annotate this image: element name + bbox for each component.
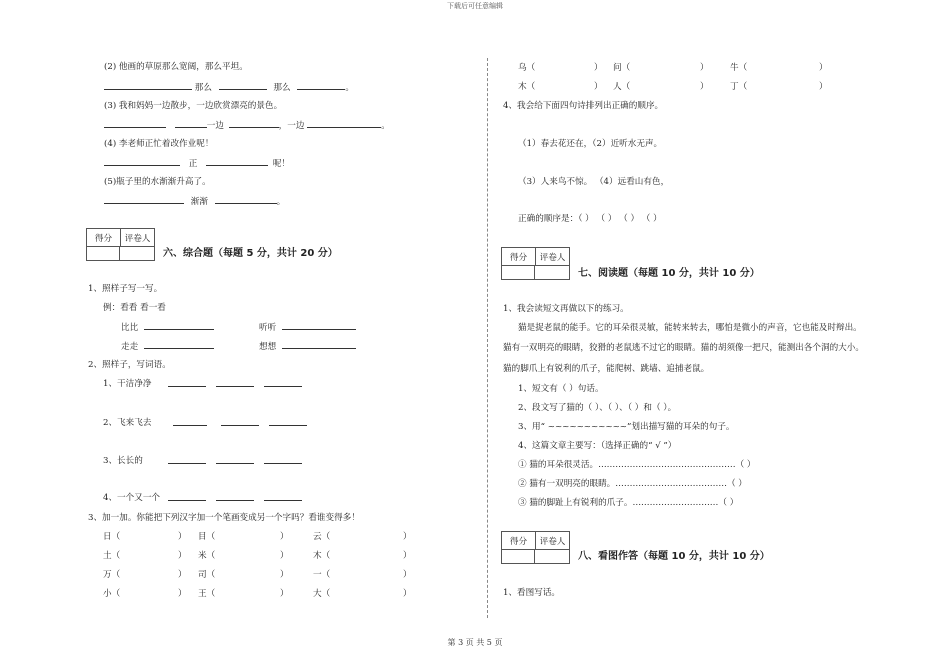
- char-cell: 小（: [103, 589, 121, 599]
- char-cell: 大（: [313, 589, 331, 599]
- char-cell: ）: [178, 570, 187, 580]
- blanks-2: [173, 416, 307, 429]
- poem-order: 正确的顺序是：（ ） （ ） （ ） （ ）: [518, 214, 662, 224]
- poem-lines-2: （3）人来鸟不惊。 （4）远看山有色，: [518, 177, 670, 187]
- blanks-4: [168, 491, 302, 504]
- passage-line-1: 猫是捉老鼠的能手。它的耳朵很灵敏，能转来转去，哪怕是微小的声音，它也能及时辩出。: [518, 323, 862, 333]
- word-pattern-2: 2、飞来飞去: [103, 418, 152, 428]
- reading-q4: 4、这篇文章主要写：（选择正确的“ √ ”）: [518, 441, 677, 451]
- poem-lines-1: （1）春去花还在，（2）近听水无声。: [518, 139, 663, 149]
- word-tingting: 听听: [259, 320, 356, 333]
- char-cell: ）: [403, 551, 412, 561]
- word-zouzou: 走走: [121, 339, 214, 352]
- char-cell: 司（: [198, 570, 216, 580]
- char-cell: ）: [819, 63, 828, 73]
- choice-3: ③ 猫的脚趾上有锐利的爪子。…………………………（ ）: [518, 498, 739, 508]
- q5-line-5: (4) 李老师正忙着改作业呢！: [104, 139, 214, 149]
- char-cell: 云（: [313, 532, 331, 542]
- q5-line-6: 正 呢！: [104, 156, 290, 169]
- reading-q1: 1、短文有（ ）句话。: [518, 384, 604, 394]
- word-pattern-4: 4、一个又一个: [103, 493, 161, 503]
- char-cell: ）: [594, 82, 603, 92]
- sec6-q2: 2、照样子，写词语。: [88, 360, 171, 370]
- q5-line-4: 一边 ，一边 。: [104, 118, 390, 131]
- char-cell: 人（: [613, 82, 631, 92]
- char-cell: 木（: [313, 551, 331, 561]
- header-note: 下载后可任意编辑: [447, 2, 503, 10]
- score-label: 得分: [94, 233, 113, 244]
- char-cell: 牛（: [730, 63, 748, 73]
- q5-line-2: 那么 那么 。: [104, 80, 354, 93]
- reading-q2: 2、段文写了猫的（ ）、（ ）、（ ）和（ ）。: [518, 403, 677, 413]
- char-cell: ）: [594, 63, 603, 73]
- score-label: 得分: [509, 536, 528, 547]
- char-cell: ）: [403, 570, 412, 580]
- char-cell: ）: [700, 63, 709, 73]
- char-cell: 乌（: [518, 63, 536, 73]
- sec7-q1: 1、我会读短文再做以下的练习。: [503, 304, 629, 314]
- sec8-q1: 1、看图写话。: [503, 588, 561, 598]
- char-cell: 丁（: [730, 82, 748, 92]
- word-pattern-3: 3、长长的: [103, 456, 143, 466]
- passage-line-2: 猫有一双明亮的眼睛，狡猾的老鼠逃不过它的眼睛。猫的胡须像一把尺，能测出各个洞的大小。: [503, 343, 864, 353]
- passage-line-3: 猫的脚爪上有锐利的爪子，能爬树、跳墙、追捕老鼠。: [503, 364, 710, 374]
- char-cell: ）: [700, 82, 709, 92]
- choice-2: ② 猫有一双明亮的眼睛。…………………………………（ ）: [518, 479, 747, 489]
- char-cell: ）: [280, 589, 289, 599]
- word-bibi: 比比: [121, 320, 214, 333]
- section-6-title: 六、综合题（每题 5 分，共计 20 分）: [163, 248, 338, 259]
- char-cell: ）: [403, 532, 412, 542]
- char-cell: 木（: [518, 82, 536, 92]
- char-cell: ）: [819, 82, 828, 92]
- sec6-q1: 1、照样子写一写。: [88, 284, 163, 294]
- score-box-sec6: [86, 228, 155, 247]
- section-8-title: 八、看图作答（每题 10 分，共计 10 分）: [578, 551, 770, 562]
- word-xiangxiang: 想想: [259, 339, 356, 352]
- char-cell: 一（: [313, 570, 331, 580]
- char-cell: 土（: [103, 551, 121, 561]
- sec6-q4: 4、我会给下面四句诗排列出正确的顺序。: [503, 101, 664, 111]
- choice-1: ① 猫的耳朵很灵活。…………………………………………（ ）: [518, 460, 756, 470]
- reading-q3: 3、用“ ~~~~~~~~~~~”划出描写猫的耳朵的句子。: [518, 422, 735, 432]
- q5-line-3: (3) 我和妈妈一边散步，一边欣赏漂亮的景色。: [104, 101, 283, 111]
- q5-line-7: (5)瓶子里的水渐渐升高了。: [104, 177, 211, 187]
- char-cell: 王（: [198, 589, 216, 599]
- q5-line-1: (2) 他画的草原那么宽阔，那么平坦。: [104, 62, 248, 72]
- word-pattern-1: 1、干洁净净: [103, 379, 152, 389]
- sec6-q3: 3、加一加。你能把下列汉字加一个笔画变成另一个字吗？看谁变得多！: [88, 513, 360, 523]
- score-label: 得分: [509, 252, 528, 263]
- char-cell: 万（: [103, 570, 121, 580]
- grader-label: 评卷人: [535, 248, 569, 265]
- section-7-title: 七、阅读题（每题 10 分，共计 10 分）: [578, 268, 760, 279]
- page-footer: 第 3 页 共 5 页: [447, 638, 503, 647]
- blanks-3: [168, 454, 302, 467]
- blanks-1: [168, 377, 302, 390]
- score-box-sec8: [501, 531, 570, 550]
- char-cell: 日（: [103, 532, 121, 542]
- score-box-sec7: [501, 247, 570, 266]
- char-cell: ）: [280, 532, 289, 542]
- char-cell: ）: [178, 532, 187, 542]
- grader-label: 评卷人: [535, 532, 569, 549]
- char-cell: ）: [178, 589, 187, 599]
- char-cell: ）: [178, 551, 187, 561]
- sec6-example: 例：看看 看一看: [103, 303, 166, 313]
- char-cell: ）: [280, 570, 289, 580]
- char-cell: 米（: [198, 551, 216, 561]
- grader-label: 评卷人: [120, 229, 154, 246]
- char-cell: ）: [403, 589, 412, 599]
- column-divider: [487, 58, 488, 618]
- q5-line-8: 渐渐 。: [104, 194, 285, 207]
- char-cell: 目（: [198, 532, 216, 542]
- char-cell: ）: [280, 551, 289, 561]
- char-cell: 问（: [613, 63, 631, 73]
